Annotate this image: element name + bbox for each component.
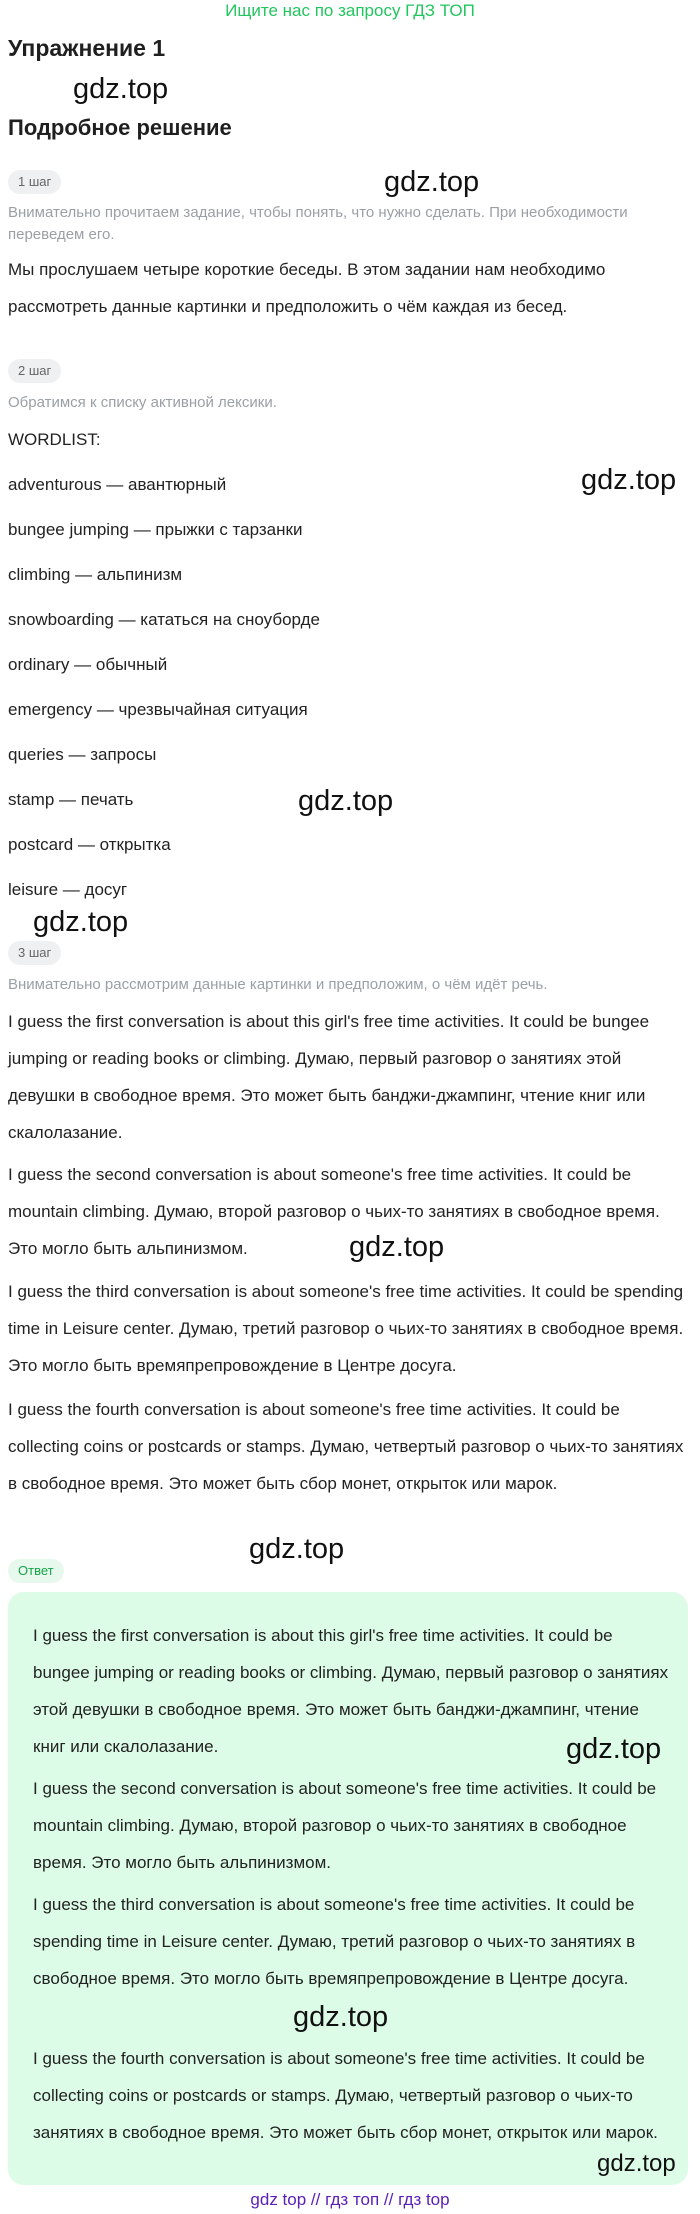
watermark: gdz.top bbox=[293, 2001, 389, 2033]
watermark: gdz.top bbox=[566, 1733, 662, 1765]
footer-links: gdz top // гдз топ // гдз top bbox=[250, 2190, 450, 2209]
wordlist-item: postcard — открытка bbox=[8, 835, 171, 854]
wordlist-item: queries — запросы bbox=[8, 745, 157, 764]
step-2-badge: 2 шаг bbox=[8, 359, 61, 383]
step-3-paragraph: I guess the fourth conversation is about someone's free time activities. It could be collecting coins or postcards or stamps. Думаю, четвертый разговор о чьих-то занятиях в свободное время. Это может быть сбор монет, открыток или марок. bbox=[8, 1400, 684, 1493]
wordlist-item: leisure — досуг bbox=[8, 880, 128, 899]
watermark: gdz.top bbox=[298, 785, 394, 817]
wordlist-title: WORDLIST: bbox=[8, 430, 101, 449]
watermark: gdz.top bbox=[249, 1533, 345, 1565]
answer-paragraph: I guess the third conversation is about someone's free time activities. It could be spending time in Leisure center. Думаю, третий разговор о чьих-то занятиях в свободное время. Это могло быть времяпрепровождение в Центре досуга. bbox=[33, 1895, 636, 1988]
wordlist-item: snowboarding — кататься на сноуборде bbox=[8, 610, 320, 629]
step-3-badge: 3 шаг bbox=[8, 941, 61, 965]
wordlist-item: ordinary — обычный bbox=[8, 655, 168, 674]
step-3-hint: Внимательно рассмотрим данные картинки и предположим, о чём идёт речь. bbox=[8, 976, 548, 993]
wordlist-item: emergency — чрезвычайная ситуация bbox=[8, 700, 308, 719]
step-1-badge: 1 шаг bbox=[8, 170, 61, 194]
answer-paragraph: I guess the fourth conversation is about someone's free time activities. It could be collecting coins or postcards or stamps. Думаю, четвертый разговор о чьих-то занятиях в свободное время. Это может быть сбор монет, открыток или марок. bbox=[33, 2049, 658, 2142]
watermark: gdz.top bbox=[73, 73, 169, 105]
step-2-hint: Обратимся к списку активной лексики. bbox=[8, 394, 277, 411]
answer-badge: Ответ bbox=[8, 1559, 64, 1583]
search-banner: Ищите нас по запросу ГДЗ ТОП bbox=[225, 1, 475, 20]
watermark: gdz.top bbox=[581, 464, 677, 496]
wordlist-item: climbing — альпинизм bbox=[8, 565, 183, 584]
step-3-paragraph: I guess the third conversation is about someone's free time activities. It could be spending time in Leisure center. Думаю, третий разговор о чьих-то занятиях в свободное время. Это могло быть времяпрепровождение в Центре досуга. bbox=[8, 1282, 684, 1375]
solution-heading: Подробное решение bbox=[8, 115, 232, 140]
watermark: gdz.top bbox=[597, 2150, 676, 2177]
step-3-paragraph: I guess the second conversation is about someone's free time activities. It could be mountain climbing. Думаю, второй разговор о чьих-то занятиях в свободное время. Это могло быть альпинизмом. bbox=[8, 1165, 660, 1258]
step-1-hint: Внимательно прочитаем задание, чтобы понять, что нужно сделать. При необходимости переведем его. bbox=[8, 204, 628, 243]
page-title: Упражнение 1 bbox=[8, 35, 166, 61]
watermark: gdz.top bbox=[33, 906, 129, 938]
wordlist-item: stamp — печать bbox=[8, 790, 134, 809]
answer-paragraph: I guess the first conversation is about this girl's free time activities. It could be bungee jumping or reading books or climbing. Думаю, первый разговор о занятиях этой девушки в свободное время. Это может быть банджи-джампинг, чтение книг или скалолазание. bbox=[33, 1626, 669, 1756]
watermark: gdz.top bbox=[349, 1231, 445, 1263]
answer-paragraph: I guess the second conversation is about someone's free time activities. It could be mountain climbing. Думаю, второй разговор о чьих-то занятиях в свободное время. Это могло быть альпинизмом. bbox=[33, 1779, 657, 1872]
step-1-text: Мы прослушаем четыре короткие беседы. В этом задании нам необходимо рассмотреть данные картинки и предположить о чём каждая из бесед. bbox=[8, 260, 606, 316]
wordlist-item: adventurous — авантюрный bbox=[8, 475, 227, 494]
watermark: gdz.top bbox=[384, 166, 480, 198]
wordlist-item: bungee jumping — прыжки с тарзанки bbox=[8, 520, 303, 539]
step-3-paragraph: I guess the first conversation is about this girl's free time activities. It could be bungee jumping or reading books or climbing. Думаю, первый разговор о занятиях этой девушки в свободное время. Это может быть банджи-джампинг, чтение книг или скалолазание. bbox=[8, 1012, 650, 1142]
